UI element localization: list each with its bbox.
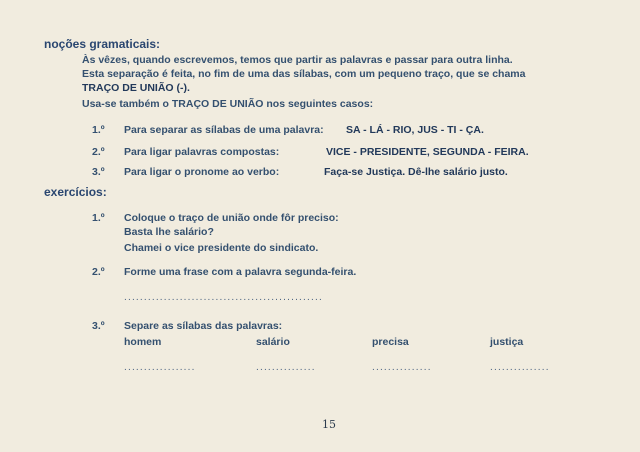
rule-number-3: 3.º xyxy=(92,166,105,178)
intro-line-4: Usa-se também o TRAÇO DE UNIÃO nos seguintes casos: xyxy=(82,98,374,110)
exercise-3-instruction: Separe as sílabas das palavras: xyxy=(124,320,283,332)
rule-number-1: 1.º xyxy=(92,124,105,136)
exercise-1-instruction: Coloque o traço de união onde fôr preciso: xyxy=(124,212,339,224)
exercise-2-answer-line[interactable]: .................................................. xyxy=(124,292,323,303)
section-title: noções gramaticais: xyxy=(44,37,161,51)
rule-text-3: Para ligar o pronome ao verbo: xyxy=(124,166,280,178)
exercises-title: exercícios: xyxy=(44,185,107,199)
rule-example-1: SA - LÁ - RIO, JUS - TI - ÇA. xyxy=(346,124,484,136)
rule-text-1: Para separar as sílabas de uma palavra: xyxy=(124,124,324,136)
word-justica: justiça xyxy=(490,336,524,348)
exercise-2-instruction: Forme uma frase com a palavra segunda-feira. xyxy=(124,266,357,278)
word-salario: salário xyxy=(256,336,290,348)
answer-line-salario[interactable]: ............... xyxy=(256,362,316,373)
answer-line-precisa[interactable]: ............... xyxy=(372,362,432,373)
exercise-1-line-2: Chamei o vice presidente do sindicato. xyxy=(124,242,319,254)
rule-number-2: 2.º xyxy=(92,146,105,158)
page-number: 15 xyxy=(322,418,336,431)
rule-example-2: VICE - PRESIDENTE, SEGUNDA - FEIRA. xyxy=(326,146,529,158)
intro-line-2: Esta separação é feita, no fim de uma das sílabas, com um pequeno traço, que se chama xyxy=(82,68,526,80)
answer-line-justica[interactable]: ............... xyxy=(490,362,550,373)
intro-line-1: Às vêzes, quando escrevemos, temos que partir as palavras e passar para outra linha. xyxy=(82,54,513,66)
word-precisa: precisa xyxy=(372,336,409,348)
rule-text-2: Para ligar palavras compostas: xyxy=(124,146,280,158)
word-homem: homem xyxy=(124,336,162,348)
exercise-number-3: 3.º xyxy=(92,320,105,332)
answer-line-homem[interactable]: .................. xyxy=(124,362,196,373)
rule-example-3: Faça-se Justiça. Dê-lhe salário justo. xyxy=(324,166,508,178)
exercise-number-1: 1.º xyxy=(92,212,105,224)
intro-line-3: TRAÇO DE UNIÃO (-). xyxy=(82,82,190,94)
exercise-number-2: 2.º xyxy=(92,266,105,278)
exercise-1-line-1: Basta lhe salário? xyxy=(124,226,214,238)
